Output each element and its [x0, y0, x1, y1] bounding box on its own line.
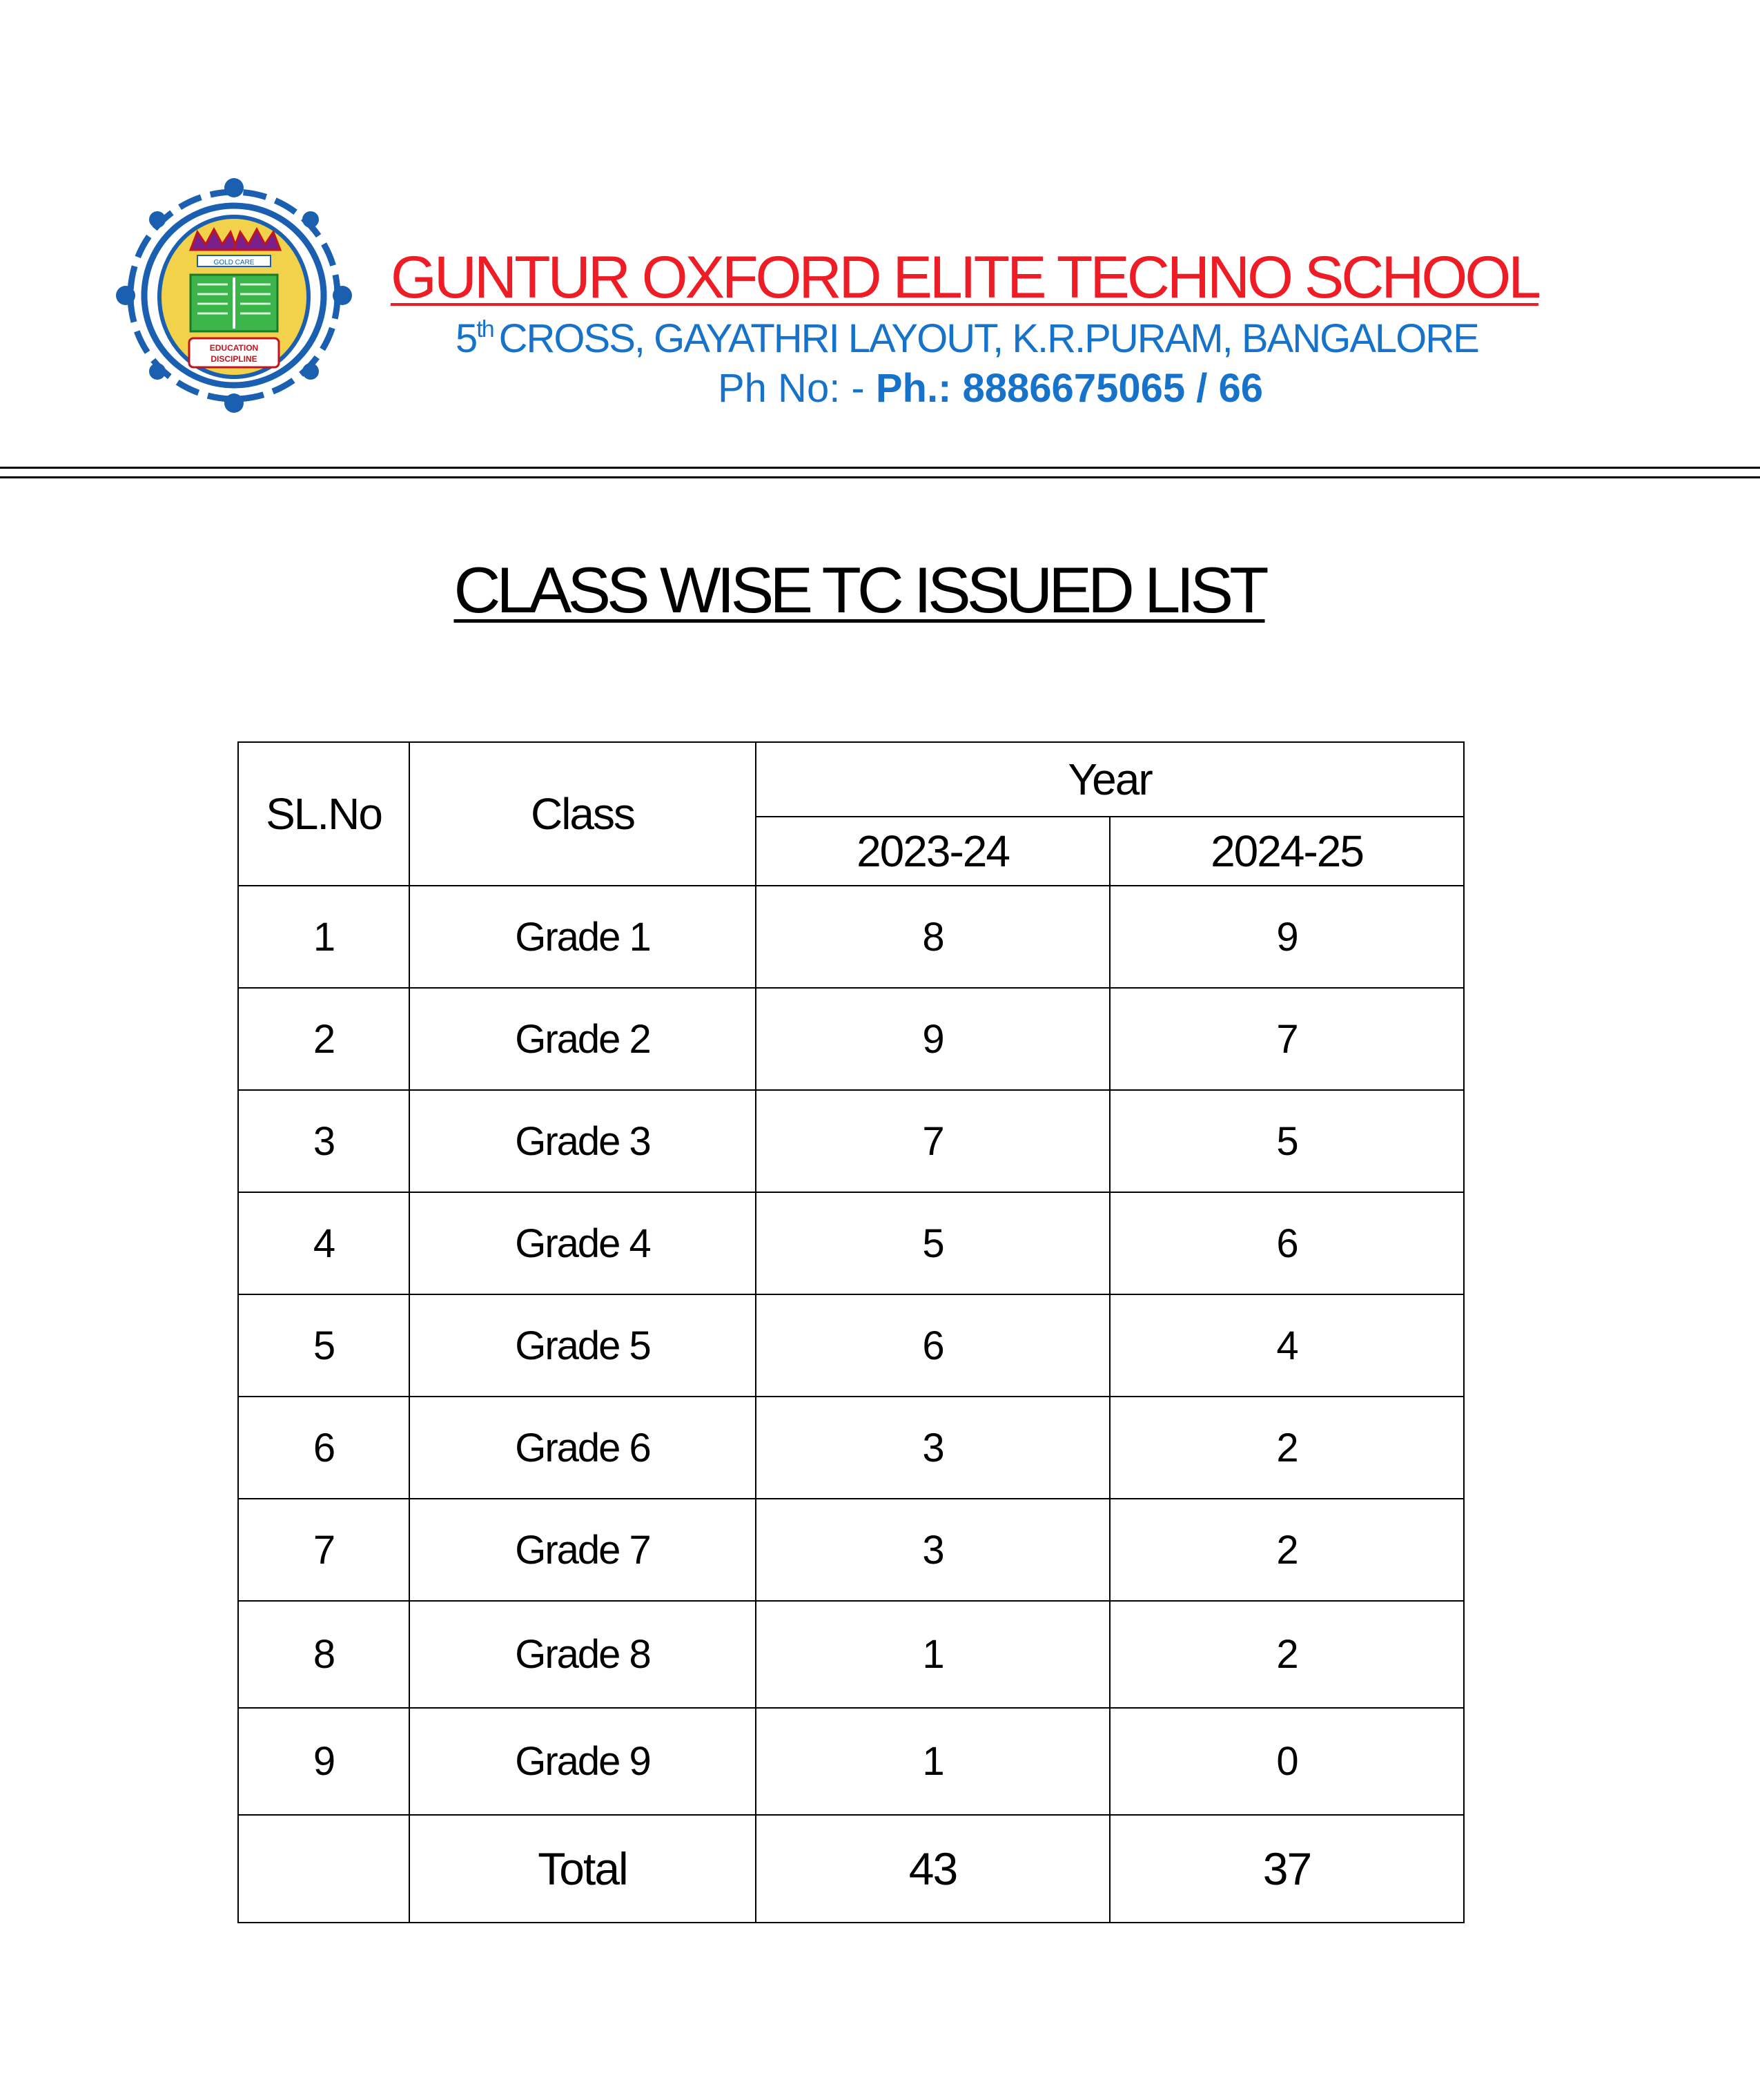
cell-2024-25: 5 — [1110, 1090, 1464, 1192]
cell-2024-25: 7 — [1110, 988, 1464, 1090]
cell-2024-25: 2 — [1110, 1601, 1464, 1708]
header-sl-no: SL.No — [238, 742, 409, 886]
cell-2024-25: 2 — [1110, 1499, 1464, 1601]
cell-2023-24: 3 — [756, 1397, 1110, 1499]
cell-sl: 8 — [238, 1601, 409, 1708]
document-title: CLASS WISE TC ISSUED LIST — [453, 554, 1265, 626]
cell-class: Grade 9 — [409, 1708, 756, 1815]
table-row — [238, 886, 1464, 988]
table-row — [238, 1397, 1464, 1499]
cell-2023-24: 5 — [756, 1192, 1110, 1294]
total-label: Total — [409, 1815, 756, 1923]
header-divider-top — [0, 467, 1760, 469]
school-name: GUNTUR OXFORD ELITE TECHNO SCHOOL — [391, 244, 1539, 311]
cell-2023-24: 8 — [756, 886, 1110, 988]
cell-sl: 9 — [238, 1708, 409, 1815]
cell-class: Grade 6 — [409, 1397, 756, 1499]
school-logo — [109, 173, 359, 416]
cell-class: Grade 8 — [409, 1601, 756, 1708]
cell-2023-24: 1 — [756, 1708, 1110, 1815]
cell-2024-25: 6 — [1110, 1192, 1464, 1294]
table-row — [238, 1499, 1464, 1601]
address-suffix: th — [476, 316, 493, 342]
cell-class: Grade 7 — [409, 1499, 756, 1601]
table-row — [238, 988, 1464, 1090]
table-row — [238, 1090, 1464, 1192]
cell-2023-24: 6 — [756, 1294, 1110, 1397]
cell-2023-24: 9 — [756, 988, 1110, 1090]
cell-sl: 2 — [238, 988, 409, 1090]
phone-label: Ph No: - — [718, 366, 865, 411]
table-row — [238, 1192, 1464, 1294]
cell-2023-24: 1 — [756, 1601, 1110, 1708]
cell-2023-24: 7 — [756, 1090, 1110, 1192]
school-phone — [718, 364, 1408, 413]
cell-class: Grade 2 — [409, 988, 756, 1090]
cell-sl: 4 — [238, 1192, 409, 1294]
school-address — [456, 315, 1587, 363]
cell-sl-empty — [238, 1815, 409, 1923]
cell-sl: 7 — [238, 1499, 409, 1601]
total-2024-25: 37 — [1110, 1815, 1464, 1923]
cell-2024-25: 0 — [1110, 1708, 1464, 1815]
cell-2023-24: 3 — [756, 1499, 1110, 1601]
address-rest: CROSS, GAYATHRI LAYOUT, K.R.PURAM, BANGALORE — [498, 316, 1478, 361]
address-ordinal: 5 — [456, 316, 477, 361]
total-row — [238, 1815, 1464, 1923]
phone-number: Ph.: 8886675065 / 66 — [875, 366, 1263, 411]
header-year: Year — [756, 742, 1464, 817]
cell-class: Grade 5 — [409, 1294, 756, 1397]
header-class: Class — [409, 742, 756, 886]
header-divider-bottom — [0, 476, 1760, 478]
logo-motto-2: DISCIPLINE — [211, 354, 257, 364]
tc-issued-table — [237, 741, 1465, 1923]
total-2023-24: 43 — [756, 1815, 1110, 1923]
logo-banner-text: GOLD CARE — [213, 259, 255, 266]
cell-2024-25: 2 — [1110, 1397, 1464, 1499]
table-row — [238, 1708, 1464, 1815]
cell-sl: 1 — [238, 886, 409, 988]
cell-2024-25: 9 — [1110, 886, 1464, 988]
cell-sl: 6 — [238, 1397, 409, 1499]
logo-motto-1: EDUCATION — [209, 343, 259, 353]
cell-class: Grade 4 — [409, 1192, 756, 1294]
header-year-2023-24: 2023-24 — [756, 817, 1110, 886]
header-year-2024-25: 2024-25 — [1110, 817, 1464, 886]
cell-sl: 5 — [238, 1294, 409, 1397]
table-row — [238, 1294, 1464, 1397]
cell-sl: 3 — [238, 1090, 409, 1192]
cell-class: Grade 3 — [409, 1090, 756, 1192]
cell-class: Grade 1 — [409, 886, 756, 988]
cell-2024-25: 4 — [1110, 1294, 1464, 1397]
table-row — [238, 1601, 1464, 1708]
